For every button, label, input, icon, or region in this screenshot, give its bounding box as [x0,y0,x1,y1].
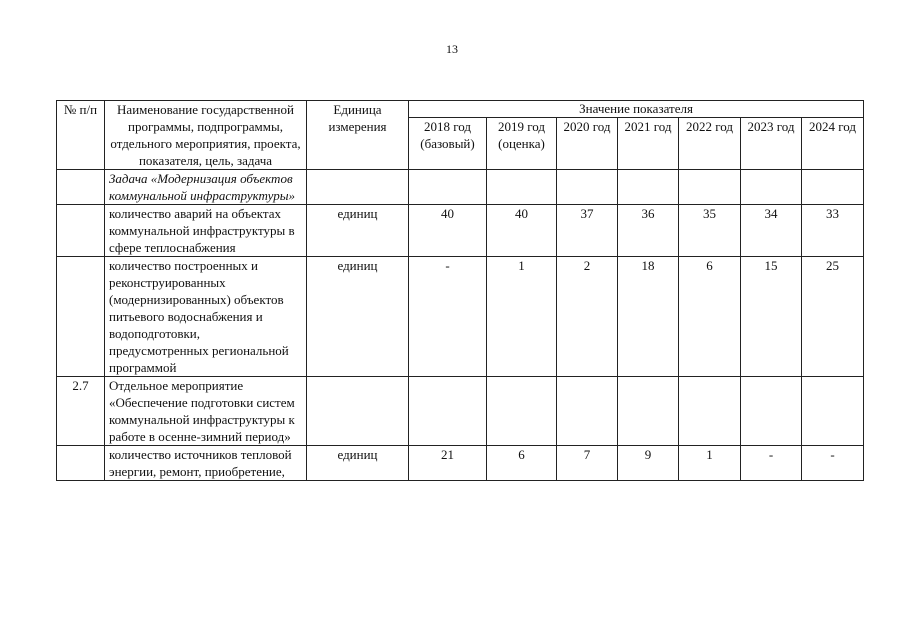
value-cell [679,170,741,205]
value-cell: - [741,446,802,481]
value-cell: 6 [487,446,557,481]
task-name: Задача «Модернизация объектов коммунальной инфраструктуры» [105,170,307,205]
row-unit: единиц [307,446,409,481]
value-cell: - [409,257,487,377]
header-year: 2021 год [618,118,679,170]
value-cell [557,170,618,205]
header-year: 2019 год (оценка) [487,118,557,170]
value-cell: 37 [557,205,618,257]
value-cell [487,377,557,446]
value-cell [802,170,864,205]
value-cell: 35 [679,205,741,257]
value-cell: 1 [679,446,741,481]
value-cell: 40 [409,205,487,257]
value-cell [409,170,487,205]
value-cell [741,170,802,205]
table-row [57,377,864,446]
value-cell: 7 [557,446,618,481]
header-year: 2024 год [802,118,864,170]
value-cell [741,377,802,446]
row-num: 2.7 [57,377,105,446]
indicators-table [56,100,864,481]
table-row [57,446,864,481]
indicator-name: количество построенных и реконструированных (модернизированных) объектов питьевого водоснабжения и водоподготовки, предусмотренных региональной программой [105,257,307,377]
header-year: 2018 год (базовый) [409,118,487,170]
header-year: 2020 год [557,118,618,170]
activity-name: Отдельное мероприятие «Обеспечение подготовки систем коммунальной инфраструктуры к работе в осенне-зимний период» [105,377,307,446]
table-row [57,257,864,377]
value-cell [679,377,741,446]
value-cell: 2 [557,257,618,377]
page-number: 13 [446,42,458,56]
row-unit: единиц [307,205,409,257]
row-num [57,257,105,377]
header-year: 2022 год [679,118,741,170]
value-cell [409,377,487,446]
value-cell: 15 [741,257,802,377]
value-cell: - [802,446,864,481]
value-cell: 6 [679,257,741,377]
row-unit [307,170,409,205]
header-values-group: Значение показателя [409,101,864,118]
table-row [57,205,864,257]
value-cell: 33 [802,205,864,257]
header-num: № п/п [57,101,105,170]
header-name: Наименование государственной программы, подпрограммы, отдельного мероприятия, проекта, показателя, цель, задача [105,101,307,170]
value-cell: 1 [487,257,557,377]
row-num [57,205,105,257]
value-cell [618,377,679,446]
value-cell: 40 [487,205,557,257]
row-num [57,446,105,481]
value-cell: 25 [802,257,864,377]
value-cell: 21 [409,446,487,481]
header-year: 2023 год [741,118,802,170]
row-num [57,170,105,205]
value-cell: 18 [618,257,679,377]
value-cell: 34 [741,205,802,257]
value-cell [618,170,679,205]
row-unit [307,377,409,446]
indicator-name: количество аварий на объектах коммунальной инфраструктуры в сфере теплоснабжения [105,205,307,257]
value-cell [487,170,557,205]
indicator-name: количество источников тепловой энергии, ремонт, приобретение, [105,446,307,481]
header-unit: Единица измерения [307,101,409,170]
value-cell: 36 [618,205,679,257]
value-cell: 9 [618,446,679,481]
row-unit: единиц [307,257,409,377]
table-row [57,170,864,205]
header-row-1 [57,101,864,118]
value-cell [802,377,864,446]
value-cell [557,377,618,446]
